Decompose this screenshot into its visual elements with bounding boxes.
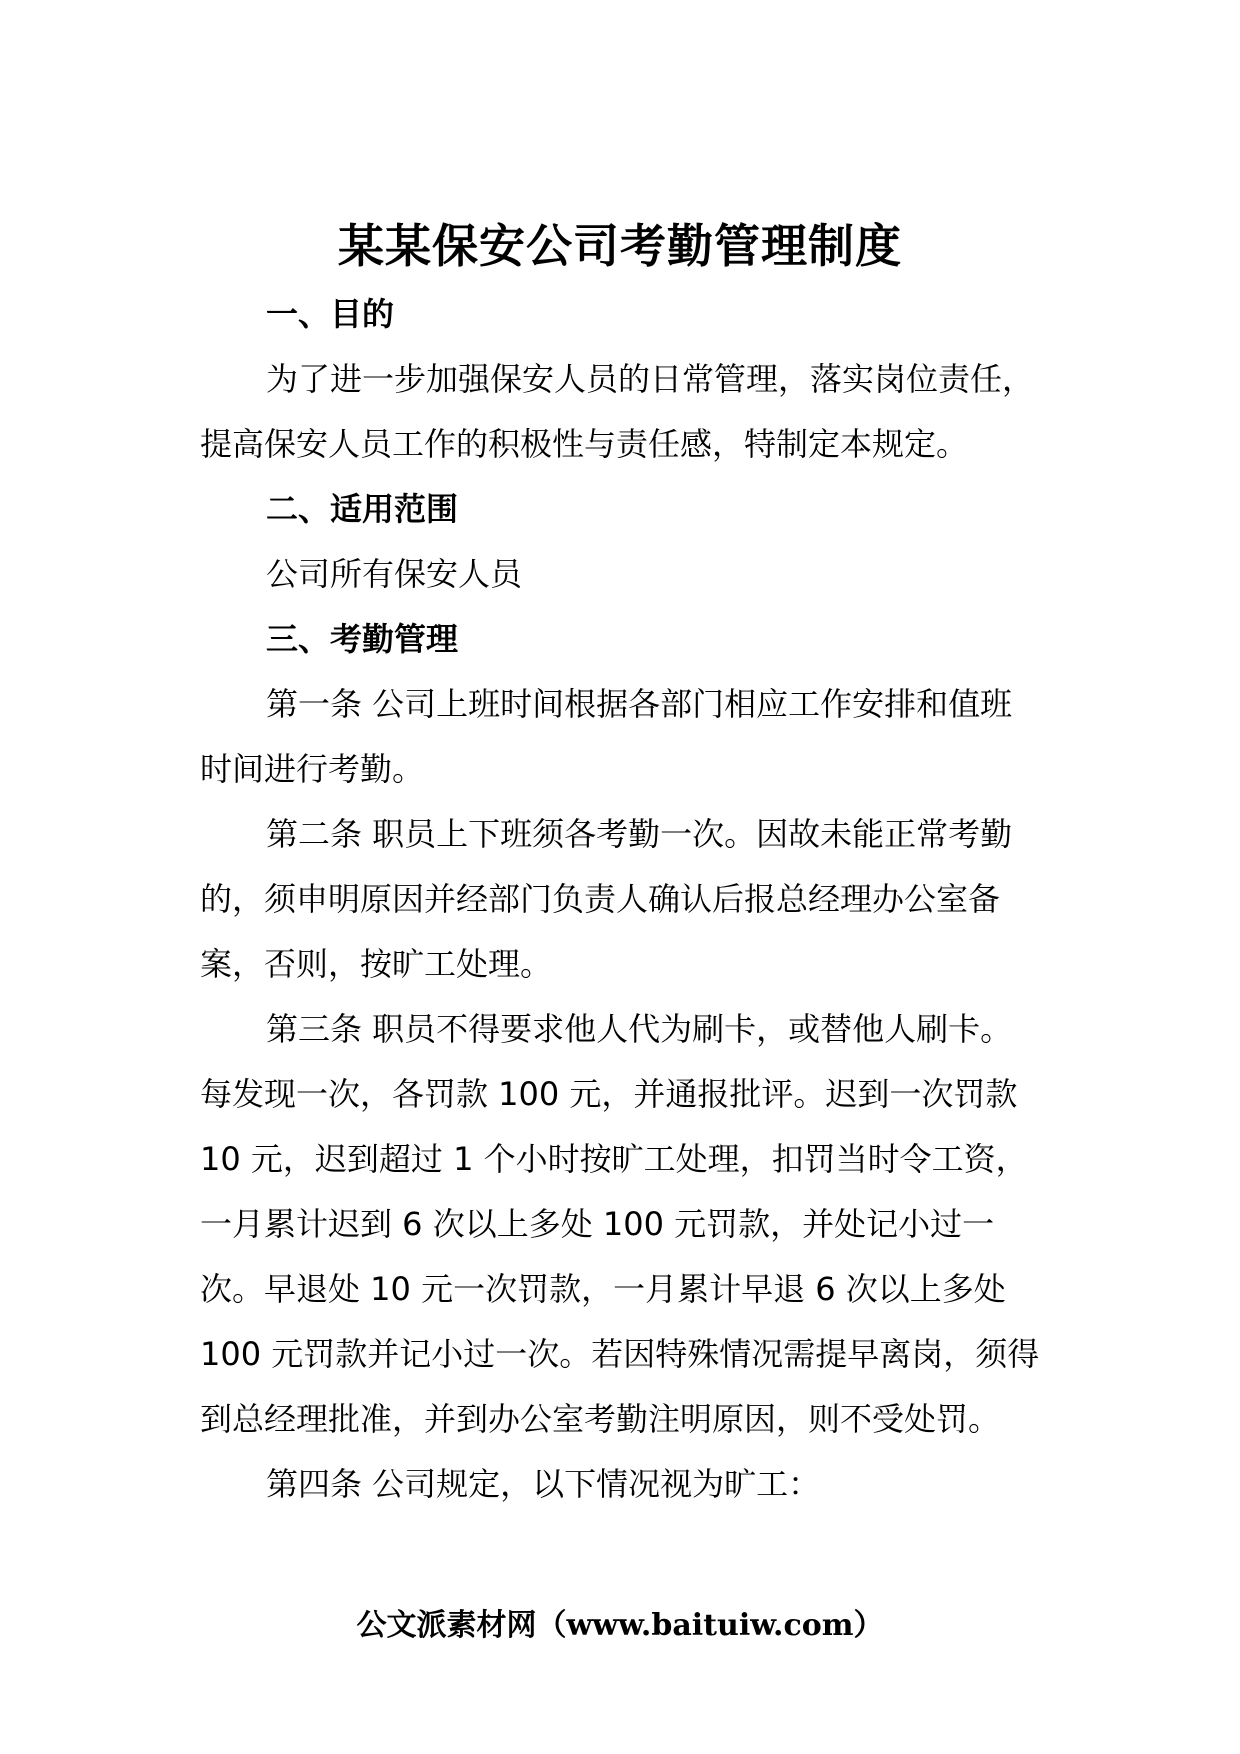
footer-watermark: 公文派素材网（www.baituiw.com）: [356, 1608, 884, 1643]
paragraph-line: 为了进一步加强保安人员的日常管理，落实岗位责任，: [266, 360, 1035, 398]
article-line: 第三条 职员不得要求他人代为刷卡，或替他人刷卡。: [266, 1010, 1013, 1048]
article-line: 第二条 职员上下班须各考勤一次。因故未能正常考勤: [266, 815, 1013, 853]
article-line: 第一条 公司上班时间根据各部门相应工作安排和值班: [266, 685, 1013, 723]
article-line: 每发现一次，各罚款 100 元，并通报批评。迟到一次罚款: [200, 1075, 1018, 1113]
article-line: 案，否则，按旷工处理。: [200, 945, 553, 983]
article-line: 的，须申明原因并经部门负责人确认后报总经理办公室备: [200, 880, 1001, 918]
article-line: 到总经理批准，并到办公室考勤注明原因，则不受处罚。: [200, 1400, 1001, 1438]
paragraph-line: 公司所有保安人员: [266, 555, 523, 593]
article-line: 次。早退处 10 元一次罚款，一月累计早退 6 次以上多处: [200, 1270, 1006, 1308]
paragraph-line: 提高保安人员工作的积极性与责任感，特制定本规定。: [200, 425, 969, 463]
section-heading-attendance: 三、考勤管理: [266, 620, 459, 658]
article-line: 10 元，迟到超过 1 个小时按旷工处理，扣罚当时令工资，: [200, 1140, 1028, 1178]
article-line: 第四条 公司规定，以下情况视为旷工：: [266, 1465, 821, 1503]
article-line: 100 元罚款并记小过一次。若因特殊情况需提早离岗，须得: [200, 1335, 1040, 1373]
article-line: 时间进行考勤。: [200, 750, 425, 788]
document-title: 某某保安公司考勤管理制度: [338, 219, 902, 273]
document-body: [200, 282, 1070, 1517]
section-heading-purpose: 一、目的: [266, 295, 395, 333]
article-line: 一月累计迟到 6 次以上多处 100 元罚款，并处记小过一: [200, 1205, 995, 1243]
section-heading-scope: 二、适用范围: [266, 490, 459, 528]
